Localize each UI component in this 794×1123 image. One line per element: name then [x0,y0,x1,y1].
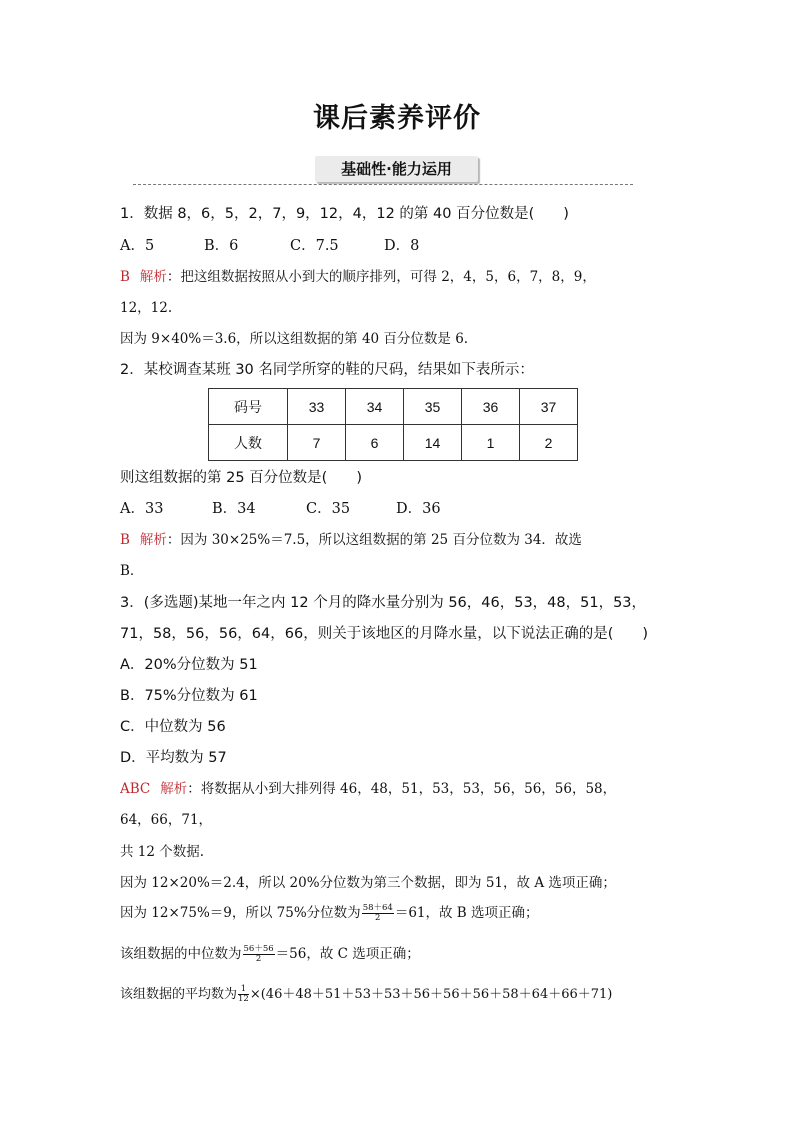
table-cell: 2 [520,425,578,461]
table-cell: 35 [404,389,462,425]
q1-option-d: D．8 [384,238,420,254]
q1-answer: B [120,269,130,285]
q1-analysis-1 [120,265,596,285]
fraction-numerator: 1 [238,985,249,995]
analysis-text: 该组数据的平均数为 [120,987,238,1002]
analysis-label: 解析 [160,781,188,797]
q3-analysis-7 [120,983,612,1004]
table-cell: 6 [346,425,404,461]
q2-question: 则这组数据的第 25 百分位数是( ) [120,470,362,486]
q3-option-c: C．中位数为 56 [120,719,226,735]
q1-analysis-2: 12，12. [120,300,173,316]
analysis-label: 解析 [139,269,167,285]
q2-analysis-2: B． [120,563,144,579]
table-cell: 1 [462,425,520,461]
q2-option-a: A．33 [120,501,164,517]
analysis-text: ＝56，故 C 选项正确； [275,946,420,962]
fraction-numerator: 58＋64 [362,903,393,913]
q2-stem: 2．某校调查某班 30 名同学所穿的鞋的尺码，结果如下表所示： [120,362,534,378]
q3-analysis-2: 64，66，71， [120,812,213,828]
q3-analysis-3: 共 12 个数据. [120,844,205,860]
table-row-header: 码号 [209,389,288,425]
fraction-numerator: 56＋56 [243,944,274,954]
table-cell: 14 [404,425,462,461]
q3-answer: ABC [120,781,151,797]
table-cell: 36 [462,389,520,425]
page-title: 课后素养评价 [313,103,481,134]
q3-stem-1: 3．(多选题)某地一年之内 12 个月的降水量分别为 56，46，53，48，51，53， [120,595,647,611]
q2-option-d: D．36 [396,501,441,517]
section-divider [133,184,633,185]
table-cell: 7 [288,425,346,461]
q2-option-b: B．34 [212,501,256,517]
q2-options [120,497,441,518]
table-row [209,425,578,461]
q2-option-c: C．35 [306,501,351,517]
analysis-text: ：把这组数据按照从小到大的顺序排列，可得 2，4，5，6，7，8，9， [166,269,596,285]
q2-analysis-1 [120,528,582,548]
fraction-denominator: 12 [238,994,249,1004]
analysis-text: 因为 12×75%＝9，所以 75%分位数为 [120,905,361,921]
fraction [243,945,275,964]
table-cell: 37 [520,389,578,425]
q1-option-c: C．7.5 [290,238,339,254]
analysis-label: 解析 [139,532,167,548]
fraction-denominator: 2 [255,954,262,964]
fraction [362,904,394,923]
fraction-denominator: 2 [375,913,381,923]
q2-answer: B [120,532,130,548]
fraction [238,985,249,1004]
q1-analysis-3: 因为 9×40%＝3.6，所以这组数据的第 40 百分位数是 6. [120,331,469,347]
q3-option-b: B．75%分位数为 61 [120,688,258,704]
table-cell: 34 [346,389,404,425]
table-row-header: 人数 [209,425,288,461]
table-row [209,389,578,425]
q1-options [120,234,419,255]
section-header: 基础性·能力运用 [315,156,478,182]
q3-analysis-1 [120,777,616,797]
q1-option-b: B．6 [204,238,239,254]
q3-stem-2: 71，58，56，56，64，66，则关于该地区的月降水量，以下说法正确的是( ) [120,626,649,642]
q1-option-a: A．5 [120,238,155,254]
q1-stem: 1．数据 8，6，5，2，7，9，12，4，12 的第 40 百分位数是( ) [120,206,569,222]
analysis-text: ：将数据从小到大排列得 46，48，51，53，53，56，56，56，58， [187,781,617,797]
analysis-text: ＝61，故 B 选项正确； [394,905,539,921]
q3-analysis-6 [120,942,420,964]
analysis-text: 该组数据的中位数为 [120,946,242,962]
q3-analysis-4: 因为 12×20%＝2.4，所以 20%分位数为第三个数据，即为 51，故 A 选项正确； [120,875,616,891]
q3-option-d: D．平均数为 57 [120,750,227,766]
q3-option-a: A．20%分位数为 51 [120,657,258,673]
table-cell: 33 [288,389,346,425]
analysis-text: ：因为 30×25%＝7.5，所以这组数据的第 25 百分位数为 34．故选 [166,532,582,548]
q3-analysis-5 [120,901,539,923]
shoe-size-table [208,388,578,461]
analysis-text: ×(46＋48＋51＋53＋53＋56＋56＋56＋58＋64＋66＋71) [249,987,613,1002]
